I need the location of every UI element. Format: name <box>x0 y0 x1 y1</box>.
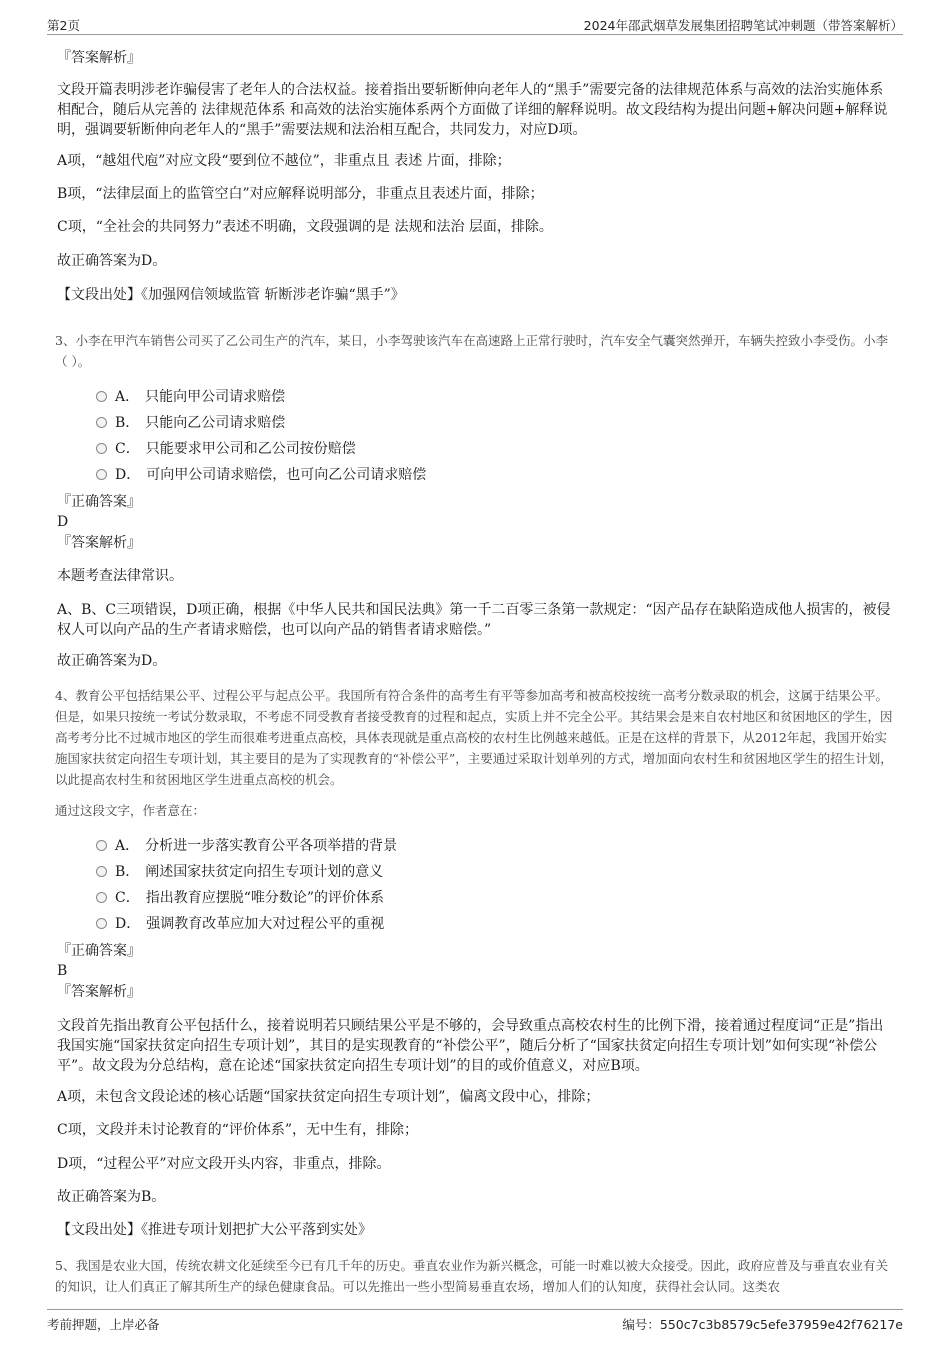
q3-option-b[interactable]: B． 只能向乙公司请求赔偿 <box>96 413 285 433</box>
option-analysis-b: B项，“法律层面上的监管空白”对应解释说明部分，非重点且表述片面，排除； <box>57 186 544 202</box>
correct-answer-heading: 『正确答案』 <box>57 943 141 959</box>
radio-circle-icon[interactable] <box>96 866 107 877</box>
radio-circle-icon[interactable] <box>96 840 107 851</box>
option-analysis-c: C项，“全社会的共同努力”表述不明确，文段强调的是 法规和法治 层面，排除。 <box>57 219 553 235</box>
answer-conclusion: 故正确答案为D。 <box>57 653 167 669</box>
radio-circle-icon[interactable] <box>96 469 107 480</box>
q4-option-b[interactable]: B． 阐述国家扶贫定向招生专项计划的意义 <box>96 862 383 882</box>
radio-circle-icon[interactable] <box>96 892 107 903</box>
q3-option-a[interactable]: A． 只能向甲公司请求赔偿 <box>96 387 285 407</box>
answer-conclusion: 故正确答案为D。 <box>57 253 167 269</box>
analysis-paragraph: A、B、C三项错误，D项正确，根据《中华人民共和国民法典》第一千二百零三条第一款规定：“因产品存在缺陷造成他人损害的，被侵权人可以向产品的生产者请求赔偿，也可以向产品的销售者请求赔偿。” <box>57 602 891 638</box>
correct-answer-heading: 『正确答案』 <box>57 494 141 510</box>
document-id: 编号：550c7c3b8579c5efe37959e42f76217e <box>622 1317 903 1332</box>
analysis-paragraph: 文段首先指出教育公平包括什么，接着说明若只顾结果公平是不够的，会导致重点高校农村生的比例下滑，接着通过程度词“正是”指出我国实施“国家扶贫定向招生专项计划”，其目的是实现教育的“补偿公平”，随后分析了“国家扶贫定向招生专项计划”如何实现“补偿公平”。故文段为分总结构，意在论述“国家扶贫定向招生专项计划”的目的或价值意义，对应B项。 <box>57 1018 884 1074</box>
analysis-paragraph: 文段开篇表明涉老诈骗侵害了老年人的合法权益。接着指出要斩断伸向老年人的“黑手”需要完备的法律规范体系与高效的法治实施体系相配合，随后从完善的 法律规范体系 和高效的法治实施体系两个方面做了详细的解释说明。故文段结构为提出问题+解决问题+解释说明，强调要斩断伸向老年人的“黑手”需要法规和法治相互配合，共同发力，对应D项。 <box>57 82 888 138</box>
q3-option-d[interactable]: D． 可向甲公司请求赔偿，也可向乙公司请求赔偿 <box>96 465 426 485</box>
analysis-heading: 『答案解析』 <box>57 50 141 66</box>
correct-answer-value: B <box>57 963 68 979</box>
correct-answer-value: D <box>57 514 69 530</box>
q4-option-d[interactable]: D． 强调教育改革应加大对过程公平的重视 <box>96 914 384 934</box>
radio-circle-icon[interactable] <box>96 918 107 929</box>
radio-circle-icon[interactable] <box>96 417 107 428</box>
page-header <box>47 14 903 35</box>
question-4-stem: 4、教育公平包括结果公平、过程公平与起点公平。我国所有符合条件的高考生有平等参加高考和被高校按统一高考分数录取的机会，这属于结果公平。但是，如果只按统一考试分数录取，不考虑不同受教育者接受教育的过程和起点，实质上并不完全公平。其结果会是来自农村地区和贫困地区的学生，因高考考分比不过城市地区的学生而很难考进重点高校，具体表现就是重点高校的农村生比例越来越低。正是在这样的背景下，从2012年起，我国开始实施国家扶贫定向招生专项计划，其主要目的是为了实现教育的“补偿公平”，主要通过采取计划单列的方式，增加面向农村生和贫困地区学生的招生计划，以此提高农村生和贫困地区学生进重点高校的机会。 <box>55 688 893 787</box>
option-analysis-a: A项，未包含文段论述的核心话题“国家扶贫定向招生专项计划”，偏离文段中心，排除； <box>57 1089 600 1105</box>
question-5-stem: 5、我国是农业大国，传统农耕文化延续至今已有几千年的历史。垂直农业作为新兴概念，可能一时难以被大众接受。因此，政府应普及与垂直农业有关的知识，让人们真正了解其所生产的绿色健康食品。可以先推出一些小型简易垂直农场，增加人们的认知度，获得社会认同。这类农 <box>55 1258 888 1294</box>
radio-circle-icon[interactable] <box>96 443 107 454</box>
source-citation: 【文段出处】《推进专项计划把扩大公平落到实处》 <box>57 1222 372 1238</box>
analysis-heading: 『答案解析』 <box>57 984 141 1000</box>
answer-conclusion: 故正确答案为B。 <box>57 1189 166 1205</box>
option-analysis-d: D项，“过程公平”对应文段开头内容，非重点，排除。 <box>57 1156 391 1172</box>
analysis-intro: 本题考查法律常识。 <box>57 568 183 584</box>
page-number: 第2页 <box>47 18 80 33</box>
q3-option-c[interactable]: C． 只能要求甲公司和乙公司按份赔偿 <box>96 439 356 459</box>
option-analysis-c: C项，文段并未讨论教育的“评价体系”，无中生有，排除； <box>57 1122 419 1138</box>
analysis-heading: 『答案解析』 <box>57 535 141 551</box>
q4-option-a[interactable]: A． 分析进一步落实教育公平各项举措的背景 <box>96 836 397 856</box>
radio-circle-icon[interactable] <box>96 391 107 402</box>
option-analysis-a: A项，“越俎代庖”对应文段“要到位不越位”，非重点且 表述 片面，排除； <box>57 153 511 169</box>
page-footer <box>47 1309 903 1332</box>
document-title: 2024年邵武烟草发展集团招聘笔试冲刺题（带答案解析） <box>583 18 903 33</box>
question-3-stem: 3、小李在甲汽车销售公司买了乙公司生产的汽车，某日，小李驾驶该汽车在高速路上正常行驶时，汽车安全气囊突然弹开，车辆失控致小李受伤。小李（ ）。 <box>55 333 888 369</box>
footer-slogan: 考前押题，上岸必备 <box>47 1317 160 1332</box>
source-citation: 【文段出处】《加强网信领域监管 斩断涉老诈骗“黑手”》 <box>57 287 405 303</box>
q4-option-c[interactable]: C． 指出教育应摆脱“唯分数论”的评价体系 <box>96 888 384 908</box>
question-4-prompt: 通过这段文字，作者意在： <box>55 803 206 818</box>
